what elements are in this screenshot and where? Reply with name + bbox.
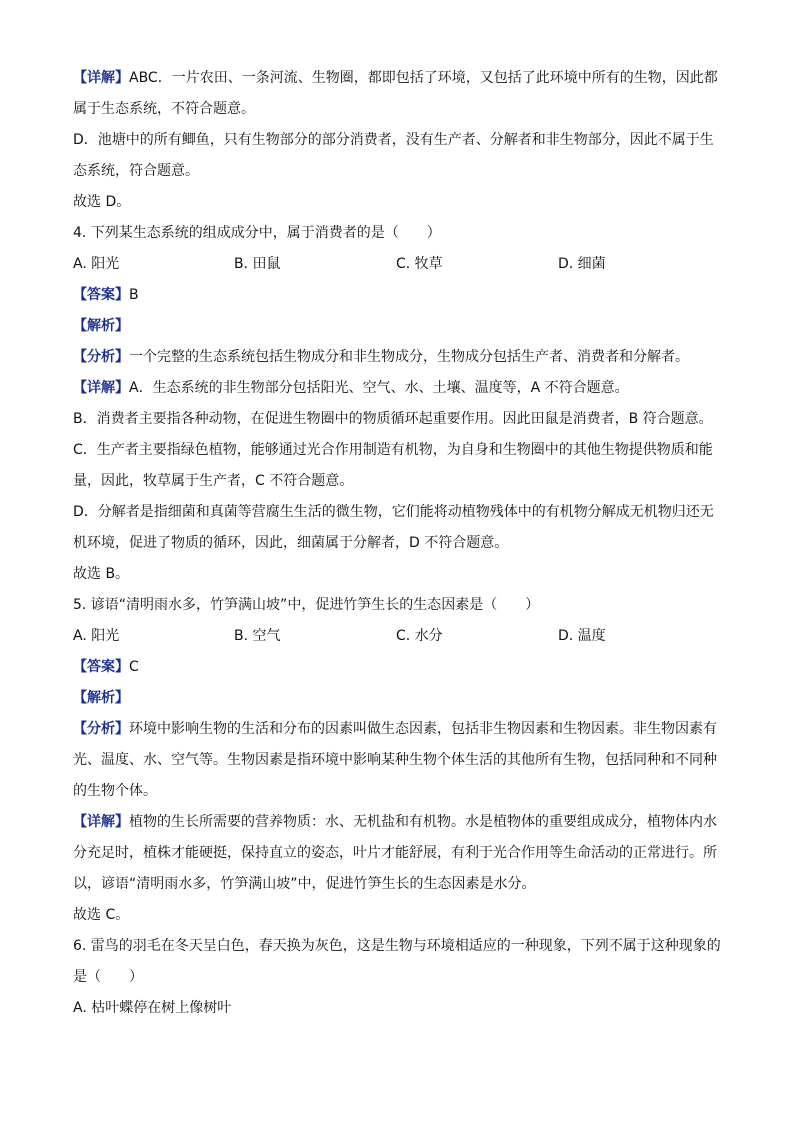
text-line: 分充足时，植株才能硬挺，保持直立的姿态，叶片才能舒展，有利于光合作用等生命活动的正常进行。所: [73, 845, 717, 861]
text-line: 量，因此，牧草属于生产者，C 不符合题意。: [73, 473, 354, 489]
conclusion-line: 故选 C。: [73, 907, 130, 923]
analysis-summary-tag: 【分析】: [73, 721, 129, 737]
answer-tag: 【答案】: [73, 659, 129, 675]
detail-tag: 【详解】: [73, 814, 129, 830]
q5-option-c: C. 水分: [396, 628, 443, 644]
answer-text: B: [129, 287, 139, 303]
q4-option-b: B. 田鼠: [234, 256, 281, 272]
answer-text: C: [129, 659, 139, 675]
analysis-tag: 【解析】: [73, 318, 129, 334]
analysis-summary-text: 一个完整的生态系统包括生物成分和非生物成分，生物成分包括生产者、消费者和分解者。: [129, 349, 689, 365]
detail-tag: 【详解】: [73, 380, 129, 396]
text-line: C．生产者主要指绿色植物，能够通过光合作用制造有机物，为自身和生物圈中的其他生物提供物质和能: [73, 442, 713, 458]
text-line: 机环境，促进了物质的循环，因此，细菌属于分解者，D 不符合题意。: [73, 535, 509, 551]
text-line: 是（ ）: [73, 969, 143, 985]
q5-option-a: A. 阳光: [73, 628, 120, 644]
q5-option-d: D. 温度: [558, 628, 606, 644]
question-4-options: [73, 253, 723, 275]
text-line: 以，谚语“清明雨水多，竹笋满山坡”中，促进竹笋生长的生态因素是水分。: [73, 876, 536, 892]
analysis-summary-line: [73, 718, 723, 740]
analysis-summary-text: 环境中影响生物的生活和分布的因素叫做生态因素，包括非生物因素和生物因素。非生物因素有: [129, 721, 717, 737]
text-line: 属于生态系统，不符合题意。: [73, 101, 255, 117]
answer-line: [73, 656, 723, 678]
q6-option-a: A. 枯叶蝶停在树上像树叶: [73, 1000, 232, 1016]
question-5-options: [73, 625, 723, 647]
detail-line: [73, 811, 723, 833]
text-line: B．消费者主要指各种动物，在促进生物圈中的物质循环起重要作用。因此田鼠是消费者，B 符合题意。: [73, 411, 713, 427]
conclusion-line: 故选 D。: [73, 194, 131, 210]
text-line: 的生物个体。: [73, 783, 157, 799]
q4-option-d: D. 细菌: [558, 256, 606, 272]
analysis-tag: 【解析】: [73, 690, 129, 706]
answer-line: [73, 284, 723, 306]
text-line: 态系统，符合题意。: [73, 163, 199, 179]
question-5: 5. 谚语“清明雨水多，竹笋满山坡”中，促进竹笋生长的生态因素是（ ）: [73, 597, 540, 613]
q5-option-b: B. 空气: [234, 628, 281, 644]
analysis-line: [73, 687, 723, 709]
detail-line: [73, 377, 723, 399]
detail-line: [73, 67, 723, 89]
analysis-summary-line: [73, 346, 723, 368]
text-line: D．分解者是指细菌和真菌等营腐生生活的微生物，它们能将动植物残体中的有机物分解成无机物归还无: [73, 504, 714, 520]
answer-tag: 【答案】: [73, 287, 129, 303]
detail-tag: 【详解】: [73, 70, 129, 86]
conclusion-line: 故选 B。: [73, 566, 130, 582]
detail-text: 植物的生长所需要的营养物质：水、无机盐和有机物。水是植物体的重要组成成分，植物体内水: [129, 814, 717, 830]
text-line: D．池塘中的所有鲫鱼，只有生物部分的部分消费者，没有生产者、分解者和非生物部分，因此不属于生: [73, 132, 714, 148]
q4-option-a: A. 阳光: [73, 256, 120, 272]
question-4: 4. 下列某生态系统的组成成分中，属于消费者的是（ ）: [73, 225, 441, 241]
analysis-summary-tag: 【分析】: [73, 349, 129, 365]
detail-text: ABC．一片农田、一条河流、生物圈，都即包括了环境，又包括了此环境中所有的生物，因此都: [129, 70, 718, 86]
analysis-line: [73, 315, 723, 337]
text-line: 光、温度、水、空气等。生物因素是指环境中影响某种生物个体生活的其他所有生物，包括同种和不同种: [73, 752, 717, 768]
detail-text: A．生态系统的非生物部分包括阳光、空气、水、土壤、温度等，A 不符合题意。: [129, 380, 629, 396]
q4-option-c: C. 牧草: [396, 256, 443, 272]
question-6: 6. 雷鸟的羽毛在冬天呈白色，春天换为灰色，这是生物与环境相适应的一种现象，下列不属于这种现象的: [73, 938, 721, 954]
